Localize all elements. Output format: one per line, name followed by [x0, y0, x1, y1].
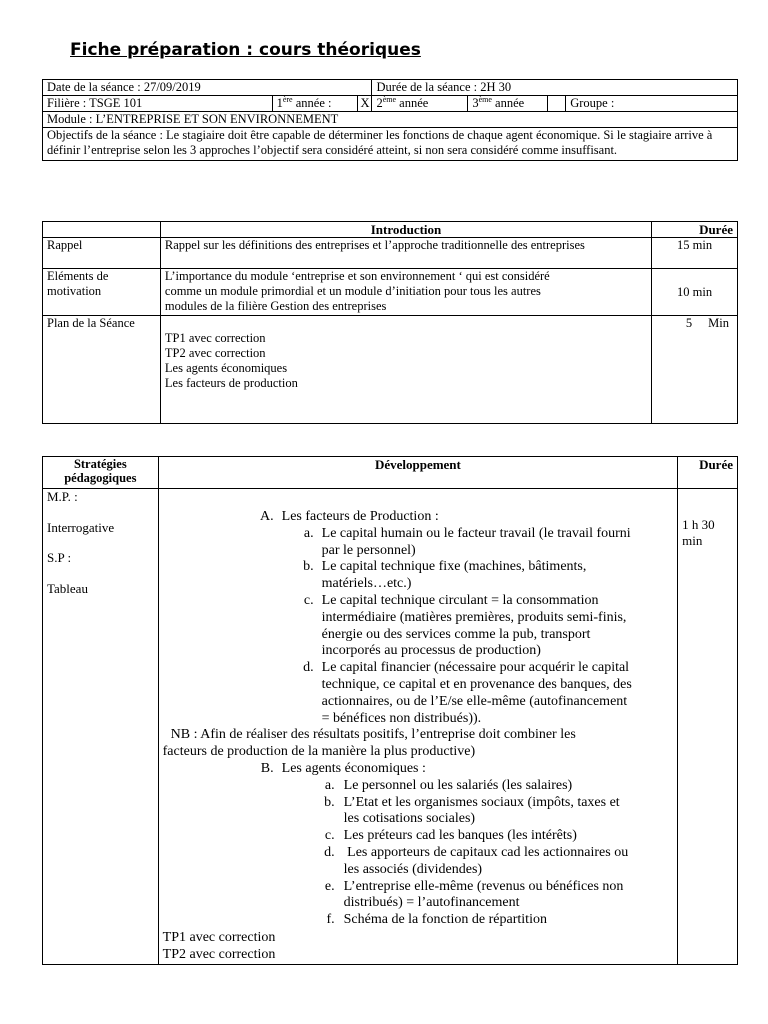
- plan-item: Les facteurs de production: [164, 376, 298, 390]
- strategy-item: Interrogative: [47, 519, 115, 535]
- section-b-title: B. Les agents économiques :: [260, 760, 426, 776]
- section-b-item: c. Les préteurs cad les banques (les intérêts): [324, 828, 577, 844]
- development-duration-heading: Durée: [678, 457, 738, 489]
- third-year-mark: [548, 96, 566, 112]
- strategy-item: Tableau: [47, 580, 88, 596]
- strategy-item: M.P. :: [47, 489, 78, 504]
- module-name: Module : L’ENTREPRISE ET SON ENVIRONNEMENT: [43, 112, 738, 128]
- strategies-list: [43, 489, 159, 965]
- session-duration: Durée de la séance : 2H 30: [372, 80, 738, 96]
- strategies-heading: Stratégies pédagogiques: [43, 457, 159, 489]
- third-year-label: 3ème année: [468, 96, 548, 112]
- groupe-label: Groupe :: [566, 96, 738, 112]
- section-b-item: f. Schéma de la fonction de répartition: [326, 912, 547, 928]
- section-b-item: a. Le personnel ou les salariés (les salaires): [324, 777, 573, 793]
- rappel-label: Rappel: [43, 238, 161, 269]
- motivation-label: Eléments de motivation: [43, 269, 161, 316]
- rappel-duration: 15 min: [652, 238, 738, 269]
- section-a-item: c. Le capital technique circulant = la consommation intermédiaire (matières premières, produits semi-finis, énergie ou des services comme la pub, transport incorporés au processus de production): [303, 592, 627, 659]
- plan-list: [160, 316, 651, 424]
- development-content: [158, 489, 678, 965]
- section-b-item: e. L’entreprise elle-même (revenus ou bénéfices non distribués) = l’autofinancement: [324, 878, 624, 911]
- nb-note: NB : Afin de réaliser des résultats positifs, l’entreprise doit combiner les facteurs de production de la manière la plus productive): [162, 727, 576, 760]
- second-year-label: 2ème année: [372, 96, 468, 112]
- first-year-mark: X: [358, 96, 372, 112]
- strategy-item: S.P :: [47, 550, 72, 565]
- introduction-heading: Introduction: [160, 222, 651, 238]
- plan-item: TP1 avec correction: [164, 331, 266, 345]
- section-b-item: b. L’Etat et les organismes sociaux (impôts, taxes et les cotisations sociales): [324, 794, 620, 827]
- filiere: Filière : TSGE 101: [43, 96, 273, 112]
- motivation-text: L’importance du module ‘entreprise et son environnement ‘ qui est considéré comme un module primordial et un module d’initiation pour tous les autres modules de la filière Gestion des entreprises: [160, 269, 651, 316]
- session-info-table: [42, 79, 738, 161]
- motivation-duration: 10 min: [652, 269, 738, 316]
- development-duration: 1 h 30 min: [678, 489, 738, 965]
- session-date: Date de la séance : 27/09/2019: [43, 80, 372, 96]
- rappel-text: Rappel sur les définitions des entreprises et l’approche traditionnelle des entreprises: [160, 238, 651, 269]
- development-table: [42, 456, 738, 965]
- section-b-item: d. Les apporteurs de capitaux cad les actionnaires ou les associés (dividendes): [324, 844, 629, 877]
- section-a-item: a. Le capital humain ou le facteur travail (le travail fourni par le personnel): [303, 525, 631, 558]
- section-a-item: b. Le capital technique fixe (machines, bâtiments, matériels…etc.): [303, 559, 587, 592]
- plan-item: TP2 avec correction: [164, 346, 266, 360]
- tp1-line: TP1 avec correction: [162, 929, 276, 945]
- development-heading: Développement: [158, 457, 678, 489]
- intro-duration-heading: Durée: [652, 222, 738, 238]
- introduction-table: [42, 221, 738, 424]
- first-year-label: 1ère année :: [272, 96, 358, 112]
- plan-label: Plan de la Séance: [43, 316, 161, 424]
- section-a-title: A. Les facteurs de Production :: [260, 509, 439, 524]
- plan-item: Les agents économiques: [164, 361, 288, 375]
- plan-duration: 5 Min: [652, 316, 738, 424]
- tp2-line: TP2 avec correction: [162, 946, 276, 962]
- page-title: Fiche préparation : cours théoriques: [70, 40, 421, 60]
- session-objectives: Objectifs de la séance : Le stagiaire doit être capable de déterminer les fonctions de chaque agent économique. Si le stagiaire arrive à définir l’entreprise selon les 3 approches l’objectif sera considéré atteint, si non sera considéré comme insuffisant.: [43, 128, 738, 161]
- section-a-item: d. Le capital financier (nécessaire pour acquérir le capital technique, ce capital et en provenance des banques, des actionnaires, ou de l’E/se elle-même (autofinancement = bénéfices non distribués)).: [303, 660, 632, 726]
